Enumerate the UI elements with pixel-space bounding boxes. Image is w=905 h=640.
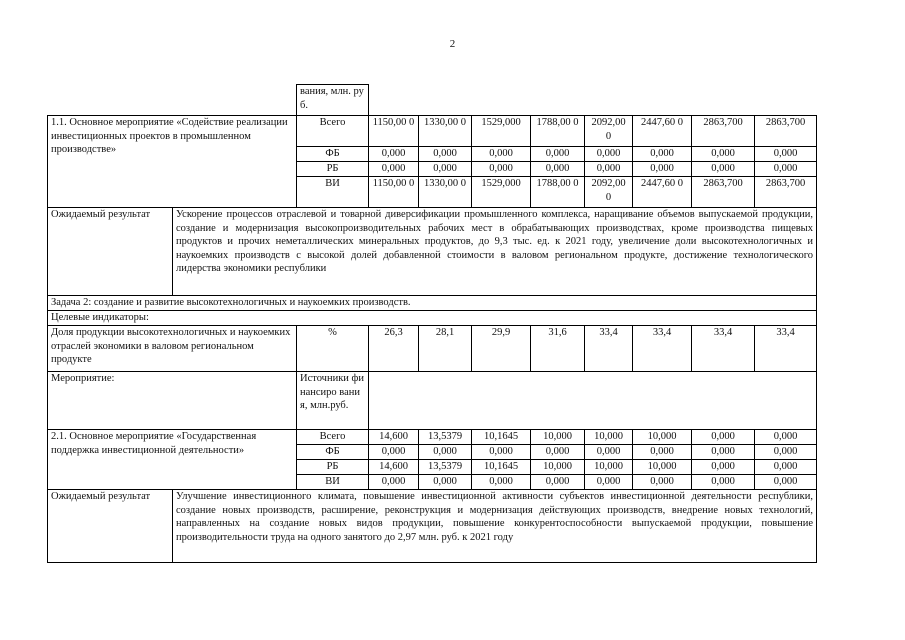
value-cell: 2092,00 0 bbox=[585, 177, 633, 208]
m21-row-total bbox=[48, 430, 817, 445]
value-cell: 0,000 bbox=[369, 475, 419, 490]
value-cell: 2863,700 bbox=[692, 116, 755, 147]
value-cell: 0,000 bbox=[692, 430, 755, 445]
value-cell: 0,000 bbox=[369, 445, 419, 460]
value-cell: 0,000 bbox=[472, 475, 531, 490]
value-cell: 0,000 bbox=[419, 445, 472, 460]
value-cell: 0,000 bbox=[531, 445, 585, 460]
indicator-value: 33,4 bbox=[692, 326, 755, 372]
value-cell: 2863,700 bbox=[692, 177, 755, 208]
value-cell: 10,1645 bbox=[472, 460, 531, 475]
value-cell: 0,000 bbox=[755, 162, 817, 177]
value-cell: 10,1645 bbox=[472, 430, 531, 445]
value-cell: 13,5379 bbox=[419, 430, 472, 445]
value-cell: 2447,60 0 bbox=[633, 177, 692, 208]
value-cell: 0,000 bbox=[692, 162, 755, 177]
value-cell: 0,000 bbox=[585, 162, 633, 177]
value-cell: 1150,00 0 bbox=[369, 177, 419, 208]
expected-result-2-label: Ожидаемый результат bbox=[48, 490, 173, 563]
value-cell: 0,000 bbox=[755, 430, 817, 445]
value-cell: 0,000 bbox=[585, 147, 633, 162]
source-cell: Всего bbox=[297, 116, 369, 147]
value-cell: 0,000 bbox=[419, 475, 472, 490]
m11-name: 1.1. Основное мероприятие «Содействие реализации инвестиционных проектов в промышленном производстве» bbox=[48, 116, 297, 208]
value-cell: 2092,00 0 bbox=[585, 116, 633, 147]
value-cell: 0,000 bbox=[419, 162, 472, 177]
task-2-title: Задача 2: создание и развитие высокотехнологичных и наукоемких производств. bbox=[48, 296, 817, 311]
value-cell: 0,000 bbox=[472, 147, 531, 162]
source-cell: Всего bbox=[297, 430, 369, 445]
source-cell: ФБ bbox=[297, 445, 369, 460]
value-cell: 0,000 bbox=[755, 147, 817, 162]
value-cell: 0,000 bbox=[531, 475, 585, 490]
value-cell: 0,000 bbox=[369, 147, 419, 162]
source-cell: ФБ bbox=[297, 147, 369, 162]
source-cell: РБ bbox=[297, 162, 369, 177]
value-cell: 1788,00 0 bbox=[531, 177, 585, 208]
expected-result-1-text: Ускорение процессов отраслевой и товарной диверсификации промышленного комплекса, наращивание объемов выпускаемой продукции, создание и модернизация высокопроизводительных рабочих мест в обрабатывающих производствах, кроме производства пищевых продуктов и прочих неметаллических минеральных продуктов, до 9,3 тыс. ед. к 2021 году, увеличение доли высокотехнологичных и наукоемких производств с высокой долей добавленной стоимости в валовом региональном продукте, достижение технологического лидерства экономики республики bbox=[173, 208, 817, 296]
page-number: 2 bbox=[449, 38, 456, 50]
m11-row-total bbox=[48, 116, 817, 147]
indicators-label: Целевые индикаторы: bbox=[48, 311, 817, 326]
value-cell: 10,000 bbox=[633, 430, 692, 445]
value-cell: 0,000 bbox=[531, 147, 585, 162]
value-cell: 1330,00 0 bbox=[419, 177, 472, 208]
value-cell: 0,000 bbox=[633, 475, 692, 490]
value-cell: 14,600 bbox=[369, 430, 419, 445]
value-cell: 10,000 bbox=[531, 430, 585, 445]
value-cell: 0,000 bbox=[369, 162, 419, 177]
value-cell: 0,000 bbox=[531, 162, 585, 177]
value-cell: 0,000 bbox=[633, 162, 692, 177]
value-cell: 10,000 bbox=[633, 460, 692, 475]
expected-result-2-text: Улучшение инвестиционного климата, повышение инвестиционной активности субъектов инвестиционной деятельности республики, создание новых производств, расширение, реконструкция и модернизация действующих производств, внедрение новых технологий, направленных на создание новых видов продукции, повышение конкурентоспособности выпускаемой продукции, повышение производительности труда на одного занятого до 2,97 млн. руб. к 2021 году bbox=[173, 490, 817, 563]
value-cell: 1529,000 bbox=[472, 177, 531, 208]
value-cell: 2863,700 bbox=[755, 177, 817, 208]
indicator-value: 31,6 bbox=[531, 326, 585, 372]
indicator-name: Доля продукции высокотехнологичных и наукоемких отраслей экономики в валовом региональном продукте bbox=[48, 326, 297, 372]
value-cell: 14,600 bbox=[369, 460, 419, 475]
value-cell: 0,000 bbox=[755, 475, 817, 490]
value-cell: 10,000 bbox=[585, 460, 633, 475]
expected-result-2-row bbox=[48, 490, 817, 563]
expected-result-1-row bbox=[48, 208, 817, 296]
task-2-row bbox=[48, 296, 817, 311]
indicator-value: 33,4 bbox=[755, 326, 817, 372]
value-cell: 2447,60 0 bbox=[633, 116, 692, 147]
value-cell: 0,000 bbox=[472, 162, 531, 177]
source-cell: ВИ bbox=[297, 475, 369, 490]
indicators-label-row bbox=[48, 311, 817, 326]
value-cell: 1529,000 bbox=[472, 116, 531, 147]
source-cell: ВИ bbox=[297, 177, 369, 208]
indicator-unit: % bbox=[297, 326, 369, 372]
value-cell: 1788,00 0 bbox=[531, 116, 585, 147]
value-cell: 0,000 bbox=[692, 460, 755, 475]
value-cell: 0,000 bbox=[692, 475, 755, 490]
value-cell: 1150,00 0 bbox=[369, 116, 419, 147]
units-header-tail: вания, млн. руб. bbox=[297, 85, 369, 116]
value-cell: 1330,00 0 bbox=[419, 116, 472, 147]
units-header-tail-row bbox=[48, 85, 817, 116]
indicator-value: 33,4 bbox=[585, 326, 633, 372]
value-cell: 0,000 bbox=[585, 475, 633, 490]
m21-name: 2.1. Основное мероприятие «Государственная поддержка инвестиционной деятельности» bbox=[48, 430, 297, 490]
expected-result-1-label: Ожидаемый результат bbox=[48, 208, 173, 296]
indicator-value: 26,3 bbox=[369, 326, 419, 372]
value-cell: 0,000 bbox=[585, 445, 633, 460]
indicator-row bbox=[48, 326, 817, 372]
indicator-value: 28,1 bbox=[419, 326, 472, 372]
value-cell: 13,5379 bbox=[419, 460, 472, 475]
value-cell: 0,000 bbox=[419, 147, 472, 162]
value-cell: 0,000 bbox=[633, 147, 692, 162]
source-cell: РБ bbox=[297, 460, 369, 475]
value-cell: 0,000 bbox=[692, 147, 755, 162]
indicator-value: 29,9 bbox=[472, 326, 531, 372]
sources-header: Источники финансиро вания, млн.руб. bbox=[297, 372, 369, 430]
indicator-value: 33,4 bbox=[633, 326, 692, 372]
activity-header-row bbox=[48, 372, 817, 430]
value-cell: 0,000 bbox=[755, 460, 817, 475]
value-cell: 0,000 bbox=[633, 445, 692, 460]
value-cell: 10,000 bbox=[531, 460, 585, 475]
value-cell: 0,000 bbox=[692, 445, 755, 460]
activity-label: Мероприятие: bbox=[48, 372, 297, 430]
value-cell: 2863,700 bbox=[755, 116, 817, 147]
value-cell: 0,000 bbox=[472, 445, 531, 460]
main-table bbox=[47, 84, 817, 563]
value-cell: 0,000 bbox=[755, 445, 817, 460]
value-cell: 10,000 bbox=[585, 430, 633, 445]
